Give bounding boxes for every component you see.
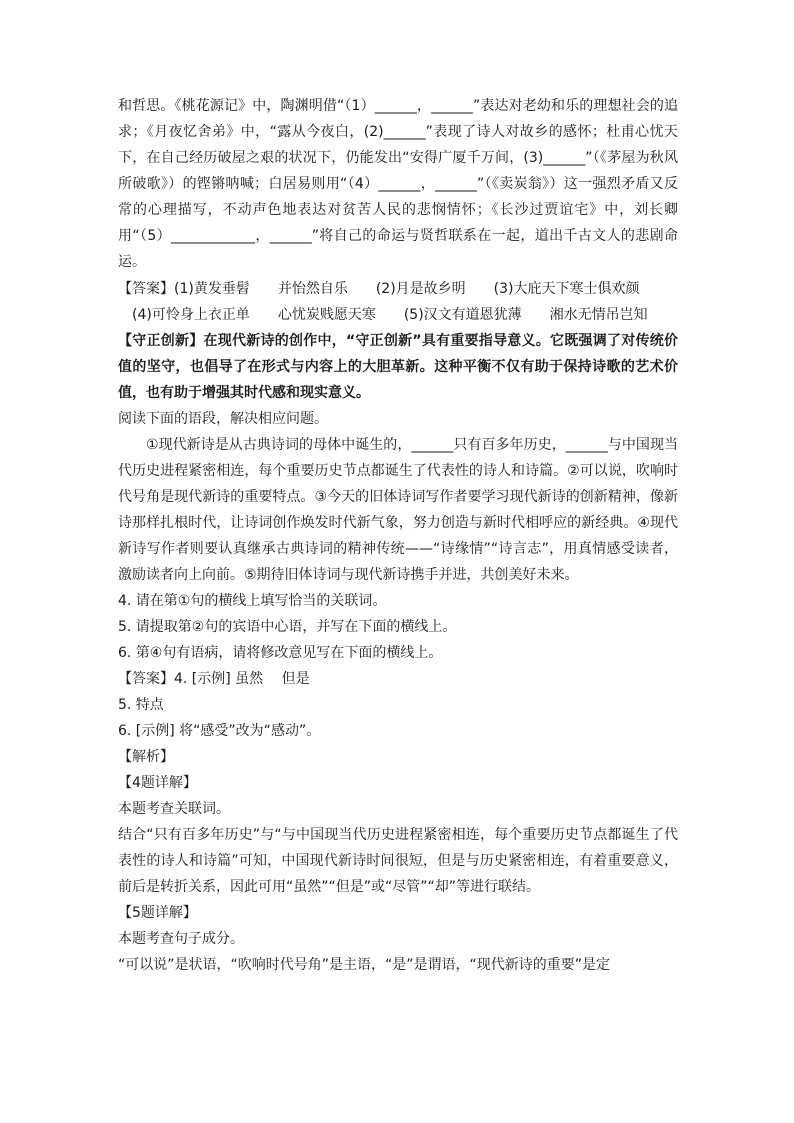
- q4-detail-title: 【4题详解】: [118, 775, 197, 791]
- section-title: 【守正创新】: [118, 333, 204, 349]
- poetry-fill-passage: 和哲思。《桃花源记》中，陶渊明借“（1）______，______”表达对老幼和乐的理想社会的追求；《月夜忆舍弟》中，“露从今夜白，(2)______”表现了诗人对故乡的感怀；杜甫心忧天下，在自己经历破屋之艰的状况下，仍能发出“安得广厦千万间，(3)______”（《茅屋为秋风所破歌》）的铿锵呐喊；白居易则用“（4）______，______”（《卖炭翁》）这一强烈矛盾又反常的心理描写，不动声色地表达对贫苦人民的悲悯情怀；《长沙过贾谊宅》中，刘长卿用“（5）____________，______”将自己的命运与贤哲联系在一起，道出千古文人的悲剧命运。: [118, 98, 678, 270]
- section-intro: [118, 328, 678, 406]
- q4-detail-text: 结合“只有百多年历史”与“与中国现当代历史进程紧密相连，每个重要历史节点都诞生了代表性的诗人和诗篇”可知，中国现代新诗时间很短，但是与历史紧密相连，有着重要意义，前后是转折关系，因此可用“虽然”“但是”或“尽管”“却”等进行联结。: [118, 827, 678, 895]
- answer-line-2: (4)可怜身上衣正单 心忧炭贱愿天寒 (5)汉文有道恩犹薄 湘水无情吊岂知: [132, 307, 648, 323]
- question-5: 5. 请提取第②句的宾语中心语，并写在下面的横线上。: [118, 619, 457, 635]
- q5-detail-intro: 本题考查句子成分。: [118, 931, 244, 947]
- question-6: 6. 第④句有语病，请将修改意见写在下面的横线上。: [118, 645, 443, 661]
- analysis-title: 【解析】: [118, 749, 174, 765]
- answer-line-1: 【答案】(1)黄发垂髫 并怡然自乐 (2)月是故乡明 (3)大庇天下寒士俱欢颜: [118, 281, 640, 297]
- answer-5: 5. 特点: [118, 697, 164, 713]
- reading-passage: ①现代新诗是从古典诗词的母体中诞生的，______只有百多年历史，______与中国现当代历史进程紧密相连，每个重要历史节点都诞生了代表性的诗人和诗篇。②可以说，吹响时代号角是现代新诗的重要特点。③今天的旧体诗词写作者要学习现代新诗的创新精神，像新诗那样扎根时代，让诗词创作焕发时代新气象，努力创造与新时代相呼应的新经典。④现代新诗写作者则要认真继承古典诗词的精神传统——“诗缘情”“诗言志”，用真情感受读者，激励读者向上向前。⑤期待旧体诗词与现代新诗携手并进，共创美好未来。: [118, 437, 678, 583]
- answer-6: 6. [示例] 将“感受”改为“感动”。: [118, 723, 321, 739]
- question-4: 4. 请在第①句的横线上填写恰当的关联词。: [118, 593, 387, 609]
- answer-4: 【答案】4. [示例] 虽然 但是: [118, 671, 310, 687]
- q5-detail-title: 【5题详解】: [118, 905, 197, 921]
- section-intro-text: 在现代新诗的创作中，“守正创新”具有重要指导意义。它既强调了对传统价值的坚守，也倡导了在形式与内容上的大胆革新。这种平衡不仅有助于保持诗歌的艺术价值，也有助于增强其时代感和现实意义。: [118, 333, 679, 401]
- reading-instruction: 阅读下面的语段，解决相应问题。: [118, 411, 328, 427]
- q5-detail-text: “可以说”是状语，“吹响时代号角”是主语，“是”是谓语，“现代新诗的重要”是定: [118, 957, 611, 973]
- q4-detail-intro: 本题考查关联词。: [118, 801, 230, 817]
- document-page: [118, 93, 678, 978]
